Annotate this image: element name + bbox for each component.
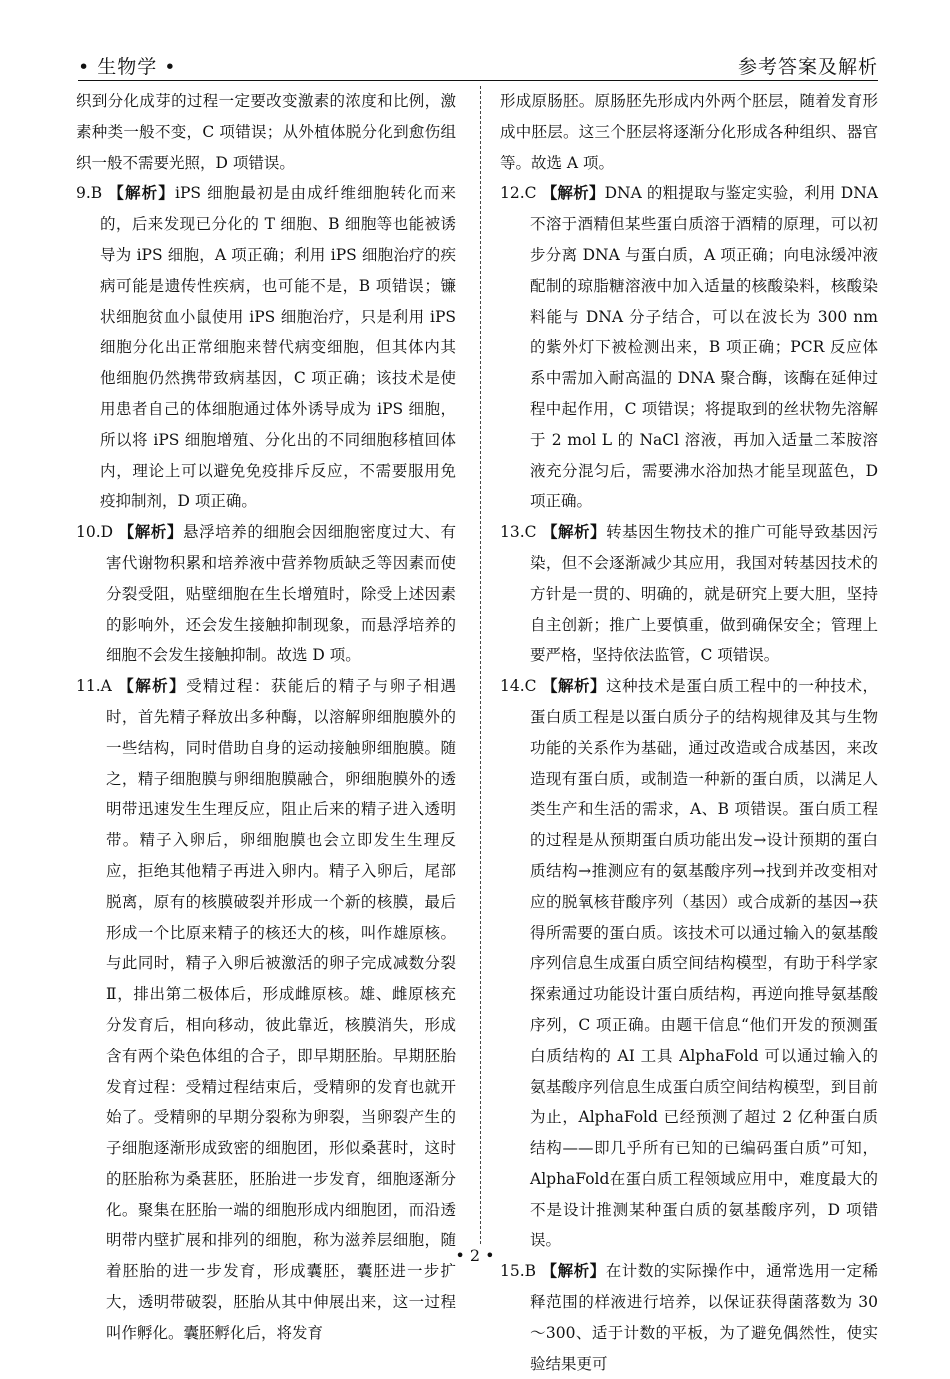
left-column	[76, 86, 456, 1349]
header-rule	[78, 80, 878, 81]
analysis-tag: 【解析】	[118, 676, 187, 696]
item-answer: C	[524, 677, 537, 696]
item-answer: C	[524, 184, 537, 203]
item-number: 10.	[76, 523, 101, 542]
analysis-tag: 【解析】	[541, 1261, 606, 1281]
item-text: iPS 细胞最初是由成纤维细胞转化而来的，后来发现已分化的 T 细胞、B 细胞等也能被诱导为 iPS 细胞，A 项正确；利用 iPS 细胞治疗的疾病可能是遗传性疾病，也可能不是，B 项错误；镰状细胞贫血小鼠使用 iPS 细胞治疗，只是利用 iPS 细胞分化出正常细胞来替代病变细胞，但其体内其他细胞仍然携带致病基因，C 项正确；该技术是使用患者自己的体细胞通过体外诱导成为 iPS 细胞，所以将 iPS 细胞增殖、分化出的不同细胞移植回体内，理论上可以避免免疫排斥反应，不需要服用免疫抑制剂，D 项正确。	[100, 184, 456, 511]
item-number: 11.	[76, 677, 101, 696]
analysis-tag: 【解析】	[541, 522, 607, 542]
item-text: 转基因生物技术的推广可能导致基因污染，但不会逐渐减少其应用，我国对转基因技术的方针是一贯的、明确的，就是研究上要大胆，坚持自主创新；推广上要慎重，做到确保安全；管理上要严格，坚持依法监管，C 项错误。	[530, 523, 878, 665]
item-number: 14.	[500, 677, 525, 696]
item-answer: A	[100, 677, 112, 696]
item-answer: B	[524, 1262, 537, 1281]
continuation-text: 织到分化成芽的过程一定要改变激素的浓度和比例，激素种类一般不变，C 项错误；从外植体脱分化到愈伤组织一般不需要光照，D 项错误。	[76, 92, 456, 172]
item-text: 在计数的实际操作中，通常选用一定稀释范围的样液进行培养，以保证获得菌落数为 30～300、适于计数的平板，为了避免偶然性，使实验结果更可	[530, 1262, 878, 1373]
item-answer: D	[100, 523, 114, 542]
answer-item-15	[500, 1256, 878, 1379]
item-number: 13.	[500, 523, 525, 542]
answer-item-14	[500, 671, 878, 1256]
continuation-text: 形成原肠胚。原肠胚先形成内外两个胚层，随着发育形成中胚层。这三个胚层将逐渐分化形成各种组织、器官等。故选 A 项。	[500, 92, 878, 172]
item-text: 受精过程：获能后的精子与卵子相遇时，首先精子释放出多种酶，以溶解卵细胞膜外的一些结构，同时借助自身的运动接触卵细胞膜。随之，精子细胞膜与卵细胞膜融合，卵细胞膜外的透明带迅速发生生理反应，阻止后来的精子进入透明带。精子入卵后，卵细胞膜也会立即发生生理反应，拒绝其他精子再进入卵内。精子入卵后，尾部脱离，原有的核膜破裂并形成一个新的核膜，最后形成一个比原来精子的核还大的核，叫作雄原核。与此同时，精子入卵后被激活的卵子完成减数分裂Ⅱ，排出第二极体后，形成雌原核。雄、雌原核充分发育后，相向移动，彼此靠近，核膜消失，形成含有两个染色体组的合子，即早期胚胎。早期胚胎发育过程：受精过程结束后，受精卵的发育也就开始了。受精卵的早期分裂称为卵裂，当卵裂产生的子细胞逐渐形成致密的细胞团，形似桑葚时，这时的胚胎称为桑葚胚，胚胎进一步发育，细胞逐渐分化。聚集在胚胎一端的细胞形成内细胞团，而沿透明带内壁扩展和排列的细胞，称为滋养层细胞，随着胚胎的进一步发育，形成囊胚，囊胚进一步扩大，透明带破裂，胚胎从其中伸展出来，这一过程叫作孵化。囊胚孵化后，将发育	[106, 677, 456, 1342]
item-text: 悬浮培养的细胞会因细胞密度过大、有害代谢物积累和培养液中营养物质缺乏等因素而使分裂受阻，贴壁细胞在生长增殖时，除受上述因素的影响外，还会发生接触抑制现象，而悬浮培养的细胞不会发生接触抑制。故选 D 项。	[106, 523, 456, 665]
answer-item-13	[500, 517, 878, 671]
item-text: 这种技术是蛋白质工程中的一种技术，蛋白质工程是以蛋白质分子的结构规律及其与生物功能的关系作为基础，通过改造或合成基因，来改造现有蛋白质，或制造一种新的蛋白质，以满足人类生产和生活的需求，A、B 项错误。蛋白质工程的过程是从预期蛋白质功能出发→设计预期的蛋白质结构→推测应有的氨基酸序列→找到并改变相对应的脱氧核苷酸序列（基因）或合成新的基因→获得所需要的蛋白质。该技术可以通过输入的氨基酸序列信息生成蛋白质空间结构模型，有助于科学家探索通过功能设计蛋白质结构，再逆向推导氨基酸序列，C 项正确。由题干信息“他们开发的预测蛋白质结构的 AI 工具 AlphaFold 可以通过输入的氨基酸序列信息生成蛋白质空间结构模型，到目前为止，AlphaFold 已经预测了超过 2 亿种蛋白质结构——即几乎所有已知的已编码蛋白质”可知，AlphaFold在蛋白质工程领域应用中，难度最大的不是设计推测某种蛋白质的氨基酸序列，D 项错误。	[530, 677, 878, 1250]
section-title: 参考答案及解析	[737, 56, 878, 78]
answer-item-9	[76, 178, 456, 517]
subject-label: • 生物学 •	[78, 56, 177, 78]
analysis-tag: 【解析】	[541, 183, 605, 203]
item-number: 9.	[76, 184, 91, 203]
analysis-tag: 【解析】	[541, 676, 607, 696]
item-answer: C	[524, 523, 537, 542]
column-divider	[480, 86, 481, 1244]
answer-item-12	[500, 178, 878, 517]
page-header	[78, 52, 878, 82]
item-number: 12.	[500, 184, 525, 203]
answer-item-10	[76, 517, 456, 671]
page-number: • 2 •	[455, 1246, 495, 1265]
analysis-tag: 【解析】	[108, 183, 175, 203]
right-column	[500, 86, 878, 1379]
item-number: 15.	[500, 1262, 525, 1281]
item-text: DNA 的粗提取与鉴定实验，利用 DNA 不溶于酒精但某些蛋白质溶于酒精的原理，可以初步分离 DNA 与蛋白质，A 项正确；向电泳缓冲液配制的琼脂糖溶液中加入适量的核酸染料，核酸染料能与 DNA 分子结合，可以在波长为 300 nm 的紫外灯下被检测出来，B 项正确；PCR 反应体系中需加入耐高温的 DNA 聚合酶，该酶在延伸过程中起作用，C 项错误；将提取到的丝状物先溶解于 2 mol L 的 NaCl 溶液，再加入适量二苯胺溶液充分混匀后，需要沸水浴加热才能呈现蓝色，D 项正确。	[530, 184, 878, 511]
item-answer: B	[90, 184, 103, 203]
analysis-tag: 【解析】	[118, 522, 183, 542]
